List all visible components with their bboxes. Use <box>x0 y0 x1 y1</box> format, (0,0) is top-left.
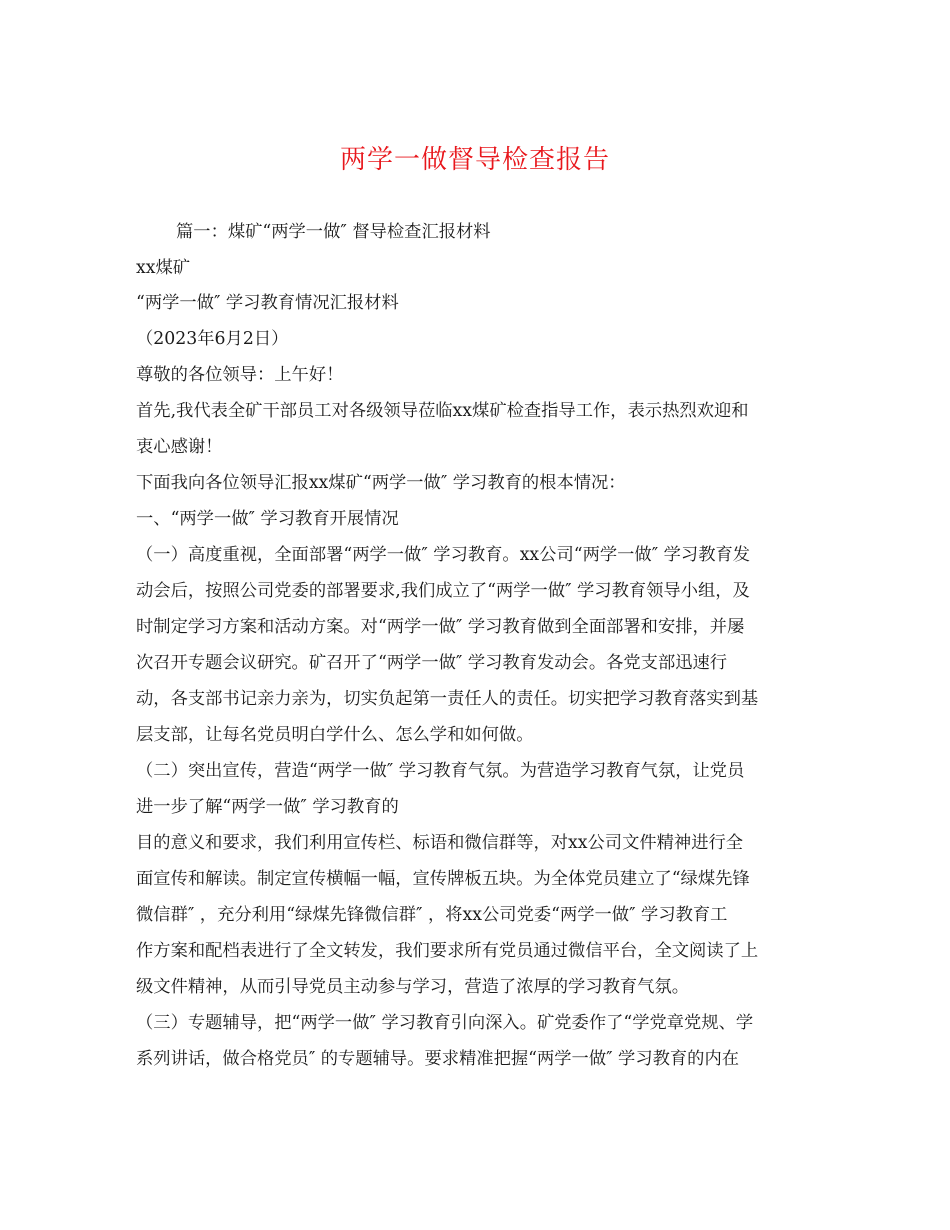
document-title: 两学一做督导检查报告 <box>339 145 610 175</box>
text-line: “两学一做″ 学习教育情况汇报材料 <box>136 293 399 313</box>
text-line: 下面我向各位领导汇报xx煤矿“两学一做″ 学习教育的根本情况： <box>136 473 626 493</box>
text-line: 一、“两学一做″ 学习教育开展情况 <box>136 509 399 529</box>
text-line: 进一步了解“两学一做″ 学习教育的 <box>136 797 399 817</box>
text-line: xx煤矿 <box>136 258 191 278</box>
text-line: 首先,我代表全矿干部员工对各级领导莅临xx煤矿检查指导工作，表示热烈欢迎和 <box>136 401 749 421</box>
text-line: 尊敬的各位领导：上午好！ <box>136 365 344 385</box>
text-line: 作方案和配档表进行了全文转发，我们要求所有党员通过微信平台，全文阅读了上 <box>136 941 759 961</box>
text-line: 动，各支部书记亲力亲为，切实负起第一责任人的责任。切实把学习教育落实到基 <box>136 689 759 709</box>
text-line: 面宣传和解读。制定宣传横幅一幅，宣传牌板五块。为全体党员建立了“绿煤先锋 <box>136 869 750 889</box>
text-line: 层支部，让每名党员明白学什么、怎么学和如何做。 <box>136 725 534 745</box>
text-line: 微信群″ ，充分利用“绿煤先锋微信群″ ，将xx公司党委“两学一做″ 学习教育工 <box>136 905 728 925</box>
text-line: 目的意义和要求，我们利用宣传栏、标语和微信群等，对xx公司文件精神进行全 <box>136 833 744 853</box>
text-line: （2023年6月2日） <box>136 329 289 349</box>
text-line: （三）专题辅导，把“两学一做″ 学习教育引向深入。矿党委作了“学党章党规、学 <box>136 1013 754 1033</box>
text-line: 衷心感谢！ <box>136 437 223 457</box>
text-line: 篇一：煤矿“两学一做″ 督导检查汇报材料 <box>176 222 491 242</box>
text-line: 系列讲话，做合格党员″ 的专题辅导。要求精准把握“两学一做″ 学习教育的内在 <box>136 1049 740 1069</box>
text-line: 级文件精神，从而引导党员主动参与学习，营造了浓厚的学习教育气氛。 <box>136 977 690 997</box>
text-line: （一）高度重视，全面部署“两学一做″ 学习教育。xx公司“两学一做″ 学习教育发 <box>136 545 751 565</box>
text-line: 时制定学习方案和活动方案。对“两学一做″ 学习教育做到全面部署和安排，并屡 <box>136 617 745 637</box>
text-line: 次召开专题会议研究。矿召开了“两学一做″ 学习教育发动会。各党支部迅速行 <box>136 653 728 673</box>
text-line: （二）突出宣传，营造“两学一做″ 学习教育气氛。为营造学习教育气氛，让党员 <box>136 761 745 781</box>
text-line: 动会后，按照公司党委的部署要求,我们成立了“两学一做″ 学习教育领导小组，及 <box>136 581 750 601</box>
